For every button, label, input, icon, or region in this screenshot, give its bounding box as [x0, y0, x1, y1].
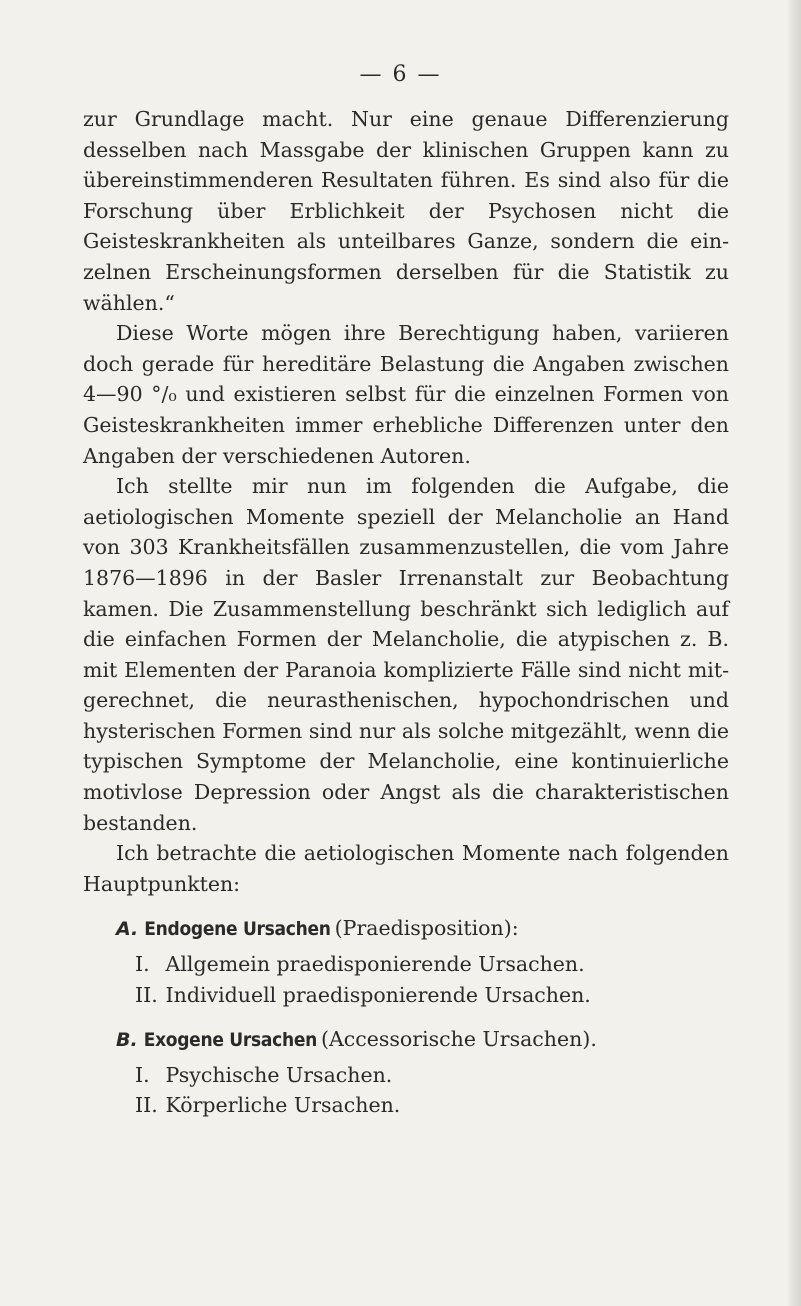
section-heading — [116, 913, 729, 945]
paragraph-2: Diese Worte mögen ihre Berechtigung haben, variieren doch gerade für hereditäre Belastung die Angaben zwischen 4—90 °/₀ und existieren selbst für die einzelnen Formen von Geisteskrankheiten immer erhebliche Differenzen unter den Angaben der verschiedenen Autoren. — [83, 321, 729, 468]
list-item-text: Individuell praedisponierende Ursachen. — [165, 982, 591, 1007]
section-letter: B. — [116, 1029, 138, 1052]
section-exogenous — [83, 1024, 729, 1121]
body-text — [83, 104, 729, 1121]
section-list — [83, 949, 729, 1010]
section-letter: A. — [116, 918, 139, 941]
list-item — [135, 1060, 729, 1091]
section-subtitle: (Accessorische Ursachen). — [321, 1027, 597, 1052]
section-title: Endogene Ursachen — [144, 918, 331, 941]
list-item-number: I. — [135, 1062, 150, 1087]
page-edge-shadow — [787, 0, 801, 1306]
list-item — [135, 1090, 729, 1121]
list-item-text: Körperliche Ursachen. — [165, 1093, 401, 1118]
section-title: Exogene Ursachen — [143, 1029, 317, 1052]
list-item-text: Psychische Ursachen. — [165, 1062, 393, 1087]
section-list — [83, 1060, 729, 1121]
section-endogenous — [83, 913, 729, 1010]
paragraph-4: Ich betrachte die aetiologischen Momente nach folgenden Hauptpunkten: — [83, 841, 729, 896]
paragraph-3: Ich stellte mir nun im folgenden die Aufgabe, die aetiologischen Momente speziell der Melancholie an Hand von 303 Krankheitsfällen zusammenzustellen, die vom Jahre 1876—1896 in der Basler Irrenanstalt zur Beobachtung kamen. Die Zusammenstellung beschränkt sich lediglich auf die einfachen Formen der Melancholie, die atypischen z. B. mit Elementen der Paranoia komplizierte Fälle sind nicht mitgerechnet, die neurasthenischen, hypochondrischen und hysterischen Formen sind nur als solche mitgezählt, wenn die typischen Symptome der Melancholie, eine kontinuierliche motivlose Depression oder Angst als die charakteristischen bestanden. — [83, 474, 729, 835]
list-item — [135, 980, 729, 1011]
list-item-number: II. — [135, 982, 158, 1007]
list-item-number: I. — [135, 952, 150, 977]
section-heading — [116, 1024, 729, 1056]
page-number: — 6 — — [359, 62, 442, 87]
list-item — [135, 949, 729, 980]
list-item-number: II. — [135, 1093, 158, 1118]
paragraph-1: zur Grundlage macht. Nur eine genaue Differenzierung desselben nach Massgabe der klinischen Gruppen kann zu übereinstimmenderen Resultaten führen. Es sind also für die Forschung über Erblichkeit der Psychosen nicht die Geisteskrankheiten als unteilbares Ganze, sondern die einzelnen Erscheinungsformen derselben für die Statistik zu wählen.“ — [83, 107, 729, 315]
list-item-text: Allgemein praedisponierende Ursachen. — [165, 952, 585, 977]
section-subtitle: (Praedisposition): — [334, 916, 519, 941]
